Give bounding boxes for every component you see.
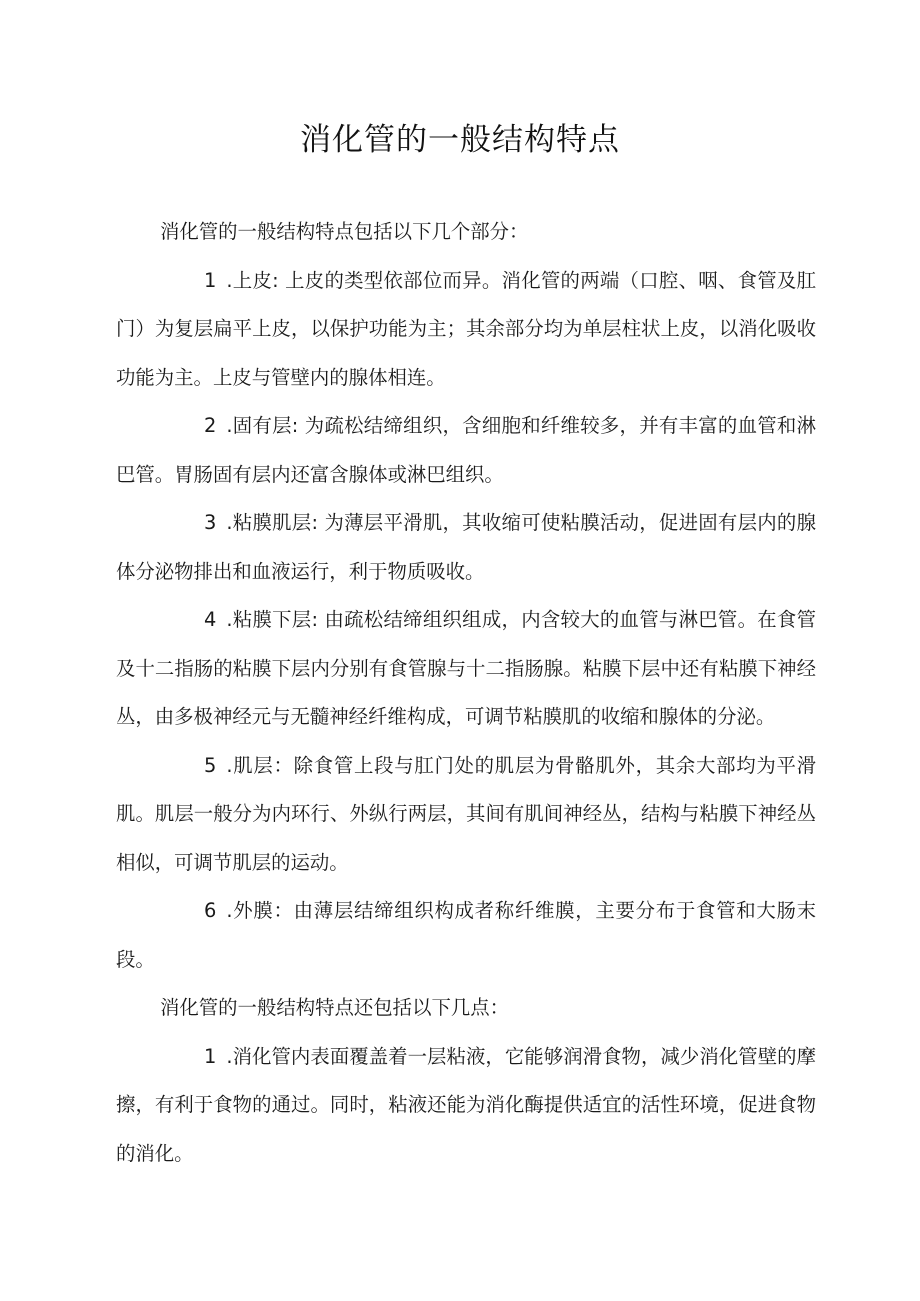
paragraph-mucus <box>116 1033 816 1179</box>
paragraph-text: .固有层: 为疏松结缔组织，含细胞和纤维较多，并有丰富的血管和淋巴管。胃肠固有层内还富含腺体或淋巴组织。 <box>116 414 816 486</box>
paragraph-number: 5 <box>204 753 217 777</box>
paragraph-number: 3 <box>204 511 217 534</box>
paragraph-text: .外膜：由薄层结缔组织构成者称纤维膜，主要分布于食管和大肠末段。 <box>116 899 816 971</box>
paragraph-number: 6 <box>204 899 217 922</box>
paragraph-submucosa <box>116 596 816 742</box>
paragraph-text: .粘膜肌层: 为薄层平滑肌，其收缩可使粘膜活动，促进固有层内的腺体分泌物排出和血液运行，利于物质吸收。 <box>116 511 816 583</box>
page-title: 消化管的一般结构特点 <box>300 122 620 158</box>
paragraph-text: 消化管的一般结构特点还包括以下几点： <box>160 996 510 1019</box>
paragraph-additional-intro <box>116 984 816 1033</box>
paragraph-number: 4 <box>204 608 217 631</box>
paragraph-muscularis <box>116 742 816 888</box>
paragraph-lamina-propria <box>116 402 816 499</box>
paragraph-adventitia <box>116 887 816 984</box>
paragraph-number: 2 <box>204 414 217 437</box>
paragraph-intro <box>116 208 816 257</box>
paragraph-text: .消化管内表面覆盖着一层粘液，它能够润滑食物，减少消化管壁的摩擦，有利于食物的通过。同时，粘液还能为消化酶提供适宜的活性环境，促进食物的消化。 <box>116 1044 816 1165</box>
paragraph-text: .肌层：除食管上段与肛门处的肌层为骨骼肌外，其余大部均为平滑肌。肌层一般分为内环行、外纵行两层，其间有肌间神经丛，结构与粘膜下神经丛相似，可调节肌层的运动。 <box>116 753 816 874</box>
paragraph-number: 1 <box>204 268 217 292</box>
paragraph-text: .上皮: 上皮的类型依部位而异。消化管的两端（口腔、咽、食管及肛门）为复层扁平上皮，以保护功能为主；其余部分均为单层柱状上皮，以消化吸收功能为主。上皮与管壁内的腺体相连。 <box>116 268 816 389</box>
paragraph-number: 1 <box>204 1044 217 1068</box>
paragraph-text: 消化管的一般结构特点包括以下几个部分： <box>160 220 529 243</box>
document-body <box>116 208 816 1178</box>
paragraph-epithelium <box>116 257 816 403</box>
paragraph-text: .粘膜下层: 由疏松结缔组织组成，内含较大的血管与淋巴管。在食管及十二指肠的粘膜下层内分别有食管腺与十二指肠腺。粘膜下层中还有粘膜下神经丛，由多极神经元与无髓神经纤维构成，可调节粘膜肌的收缩和腺体的分泌。 <box>116 608 816 728</box>
paragraph-muscularis-mucosae <box>116 499 816 596</box>
